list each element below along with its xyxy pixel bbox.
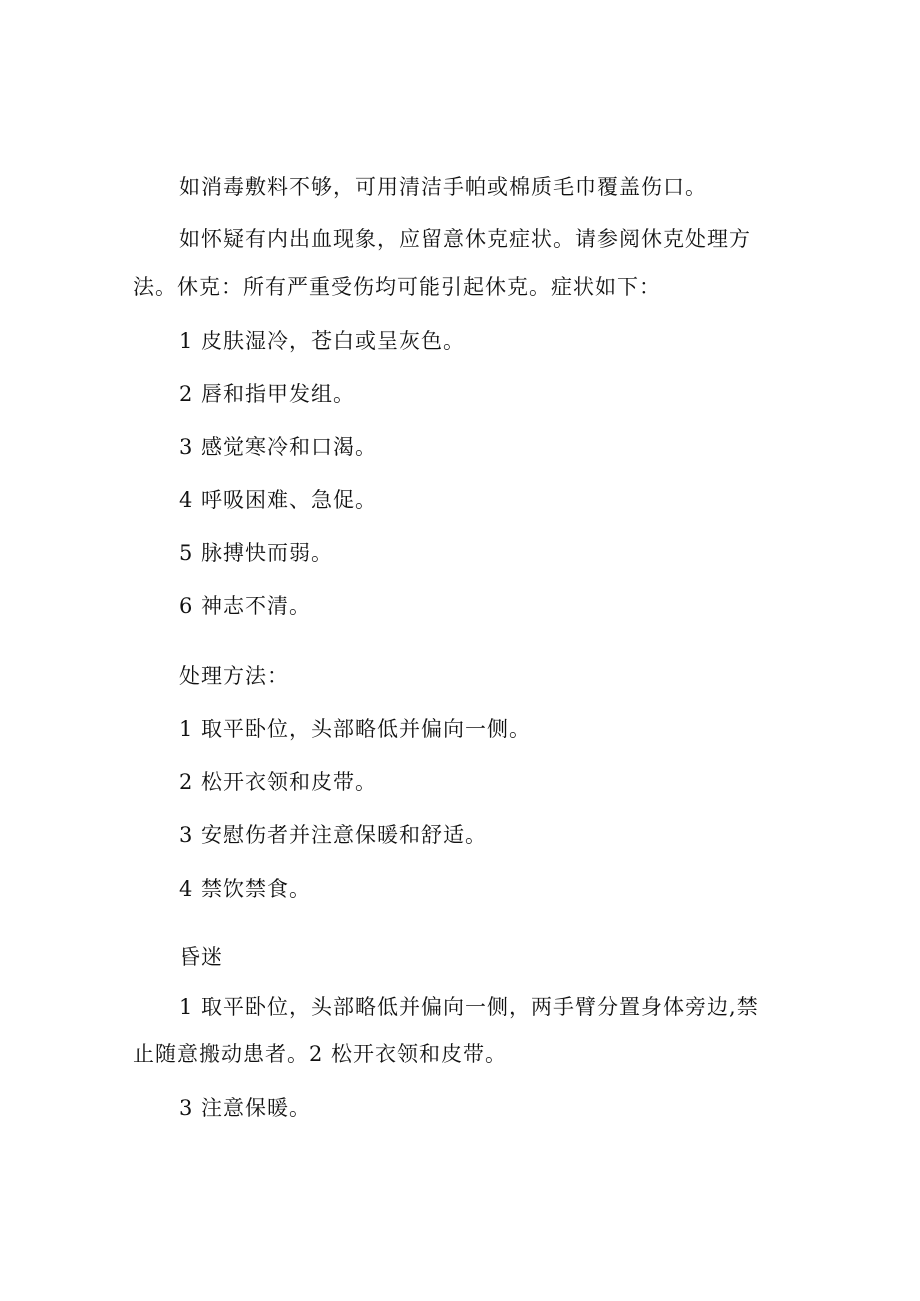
symptom-item: 5 脉搏快而弱。: [179, 541, 334, 565]
treatment-item: 3 安慰伤者并注意保暖和舒适。: [179, 823, 488, 847]
coma-paragraph-line-2: 止随意搬动患者。2 松开衣领和皮带。: [133, 1042, 508, 1066]
symptom-item: 3 感觉寒冷和口渴。: [179, 435, 378, 459]
paragraph-dressing: 如消毒敷料不够，可用清洁手帕或棉质毛巾覆盖伤口。: [179, 175, 707, 199]
symptom-item: 6 神志不清。: [179, 594, 312, 618]
treatment-heading: 处理方法：: [179, 664, 289, 688]
symptom-item: 2 唇和指甲发组。: [179, 382, 356, 406]
coma-heading: 昏迷: [179, 945, 223, 969]
treatment-item: 1 取平卧位，头部略低并偏向一侧。: [179, 717, 532, 741]
symptom-item: 1 皮肤湿冷，苍白或呈灰色。: [179, 329, 466, 353]
paragraph-internal-bleeding-line-1: 如怀疑有内出血现象，应留意休克症状。请参阅休克处理方: [179, 227, 751, 251]
coma-paragraph-line-1: 1 取平卧位，头部略低并偏向一侧，两手臂分置身体旁边,禁: [179, 995, 759, 1019]
symptom-item: 4 呼吸困难、急促。: [179, 488, 378, 512]
coma-paragraph-line-3: 3 注意保暖。: [179, 1096, 312, 1120]
treatment-item: 2 松开衣领和皮带。: [179, 770, 378, 794]
treatment-item: 4 禁饮禁食。: [179, 877, 312, 901]
paragraph-internal-bleeding-line-2: 法。休克：所有严重受伤均可能引起休克。症状如下：: [133, 275, 661, 299]
